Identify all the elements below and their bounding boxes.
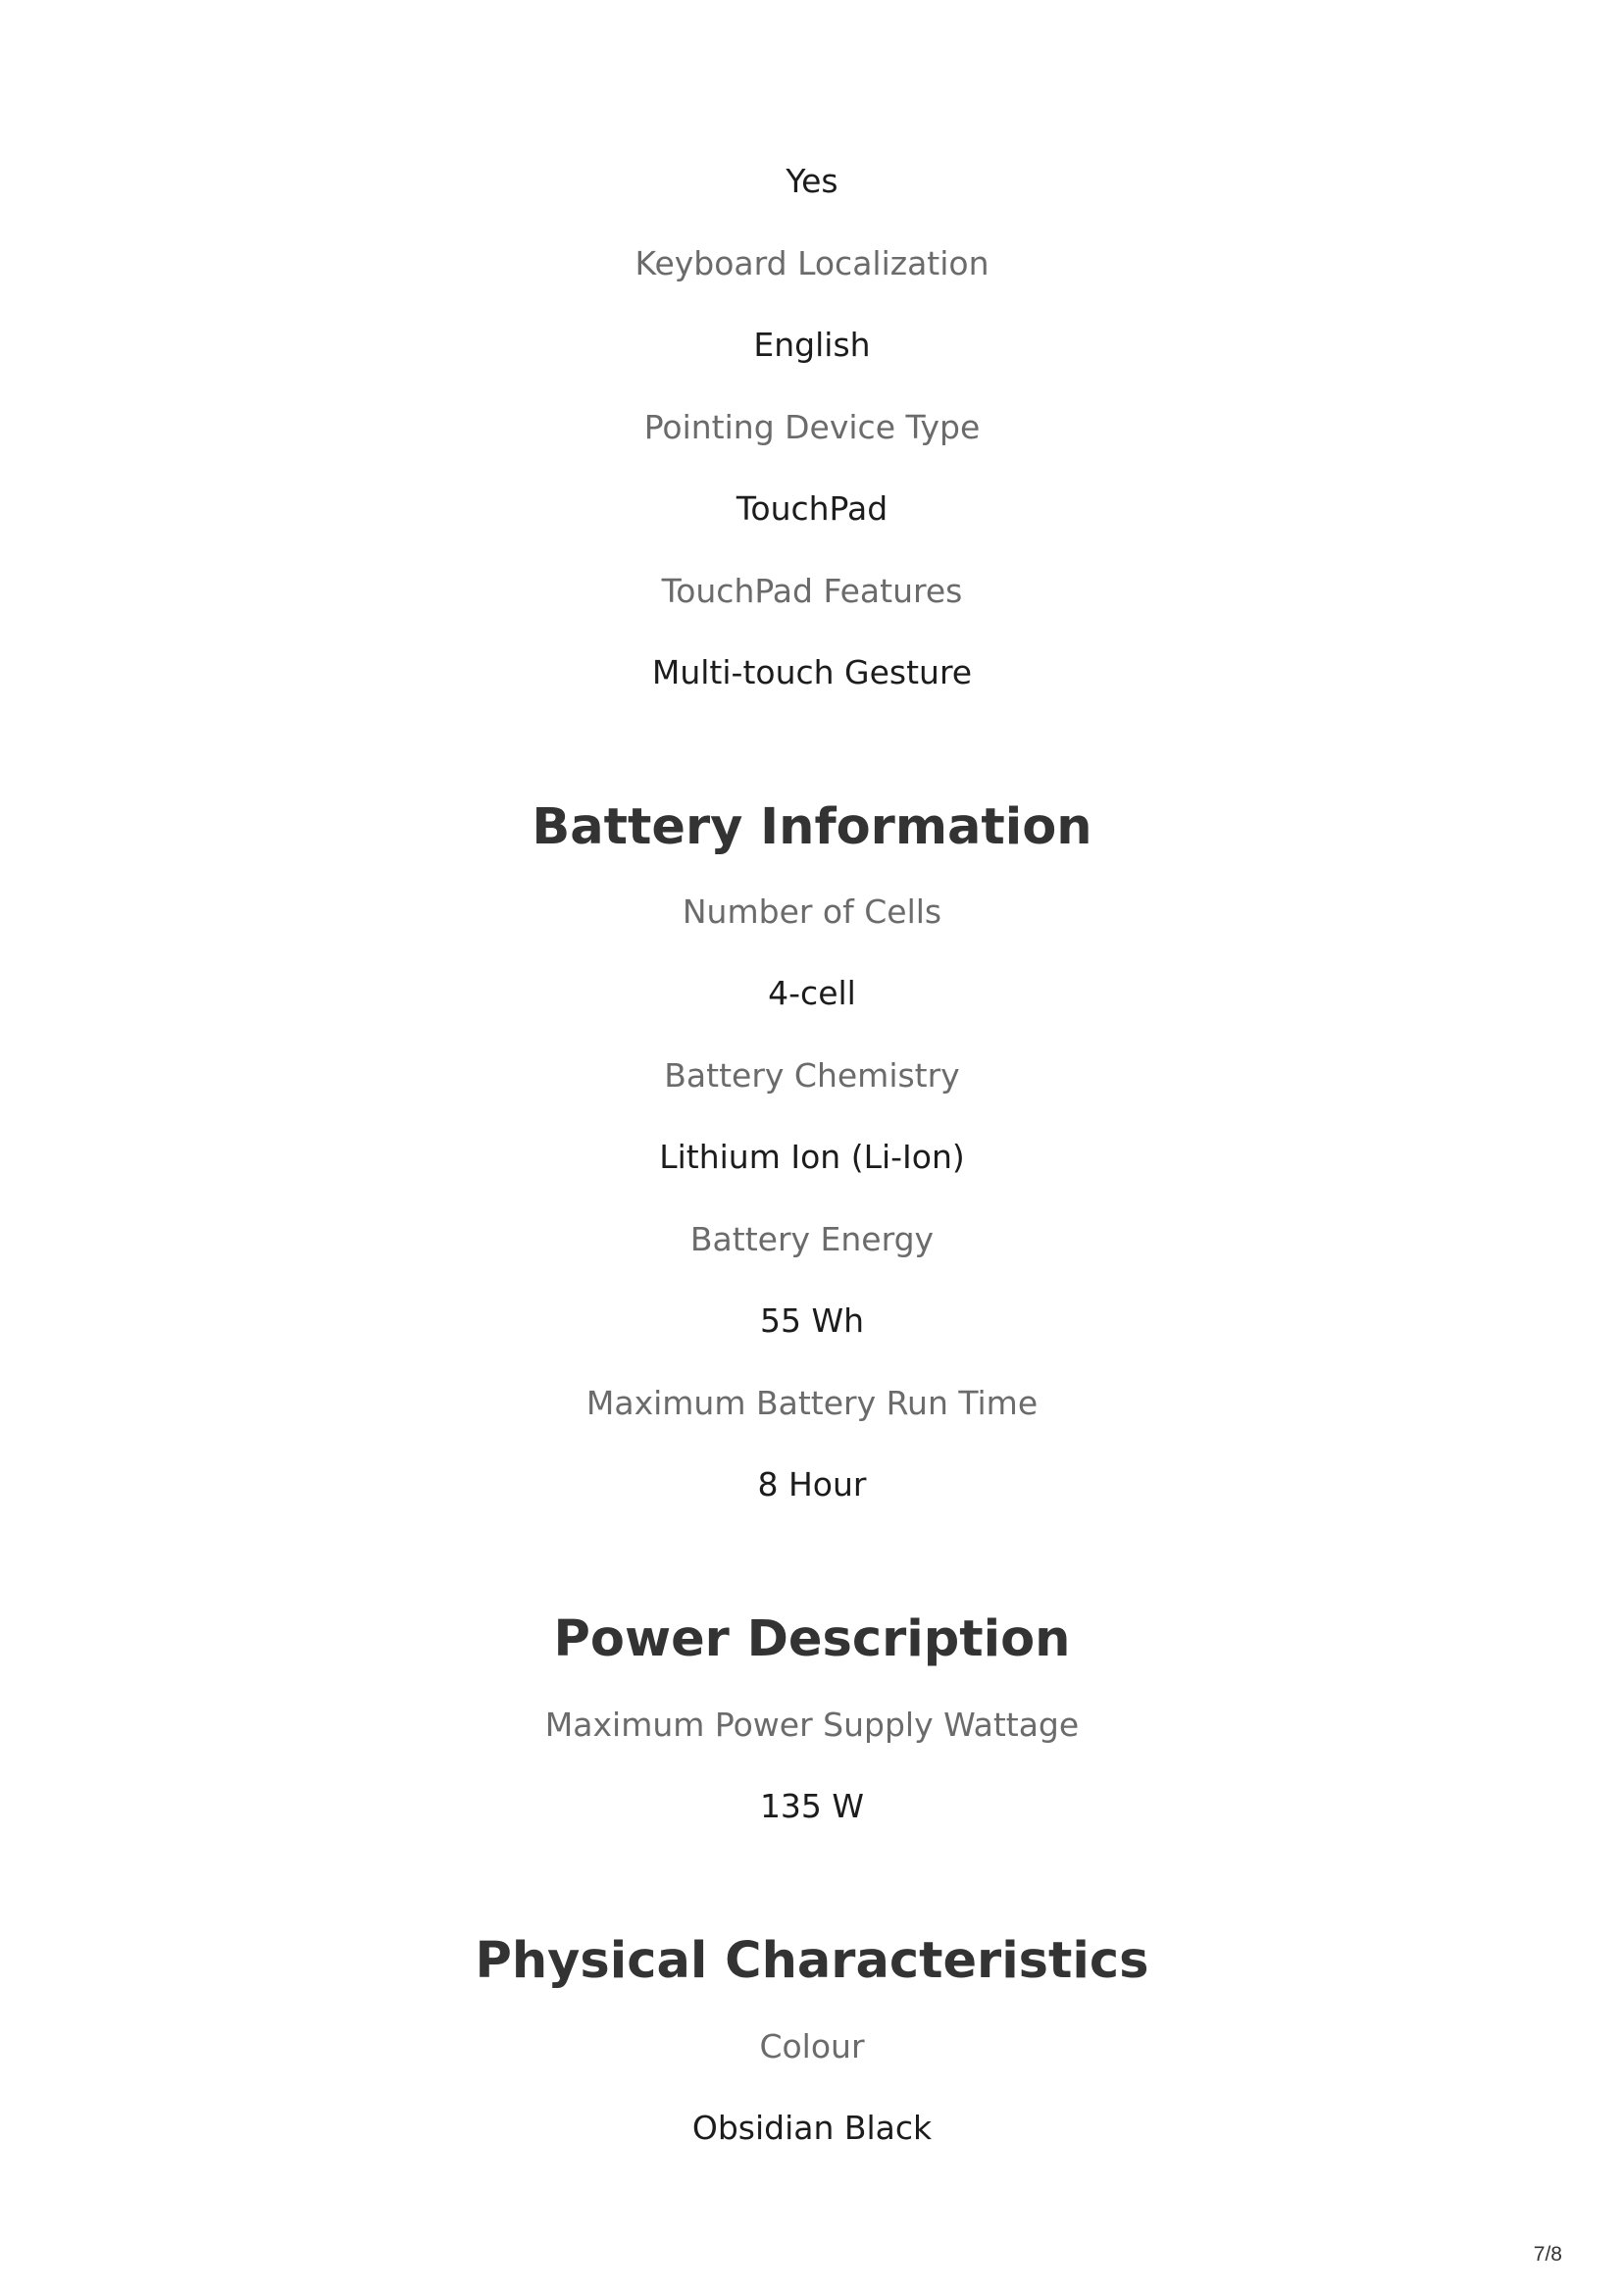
touchpad-features-value: Multi-touch Gesture [651,653,973,691]
number-of-cells-value: 4-cell [768,974,856,1012]
battery-energy-label: Battery Energy [689,1220,935,1258]
battery-run-time-label: Maximum Battery Run Time [585,1384,1039,1422]
battery-chemistry-value: Lithium Ion (Li-Ion) [659,1138,965,1176]
keyboard-localization-value: English [753,326,871,364]
power-supply-wattage-value: 135 W [759,1787,865,1825]
battery-information-heading: Battery Information [532,798,1092,856]
keyboard-top-value: Yes [786,162,838,200]
pointing-device-type-label: Pointing Device Type [643,408,981,446]
battery-chemistry-label: Battery Chemistry [664,1056,960,1095]
battery-run-time-value: 8 Hour [757,1465,867,1504]
power-supply-wattage-label: Maximum Power Supply Wattage [544,1706,1080,1744]
number-of-cells-label: Number of Cells [682,892,942,931]
pointing-device-type-value: TouchPad [736,489,888,528]
colour-label: Colour [759,2027,865,2065]
page-number: 7/8 [1533,2243,1562,2266]
battery-energy-value: 55 Wh [759,1301,865,1340]
keyboard-localization-label: Keyboard Localization [634,244,990,282]
touchpad-features-label: TouchPad Features [661,572,963,610]
colour-value: Obsidian Black [691,2109,933,2147]
physical-characteristics-heading: Physical Characteristics [475,1932,1149,1990]
power-description-heading: Power Description [553,1610,1071,1668]
